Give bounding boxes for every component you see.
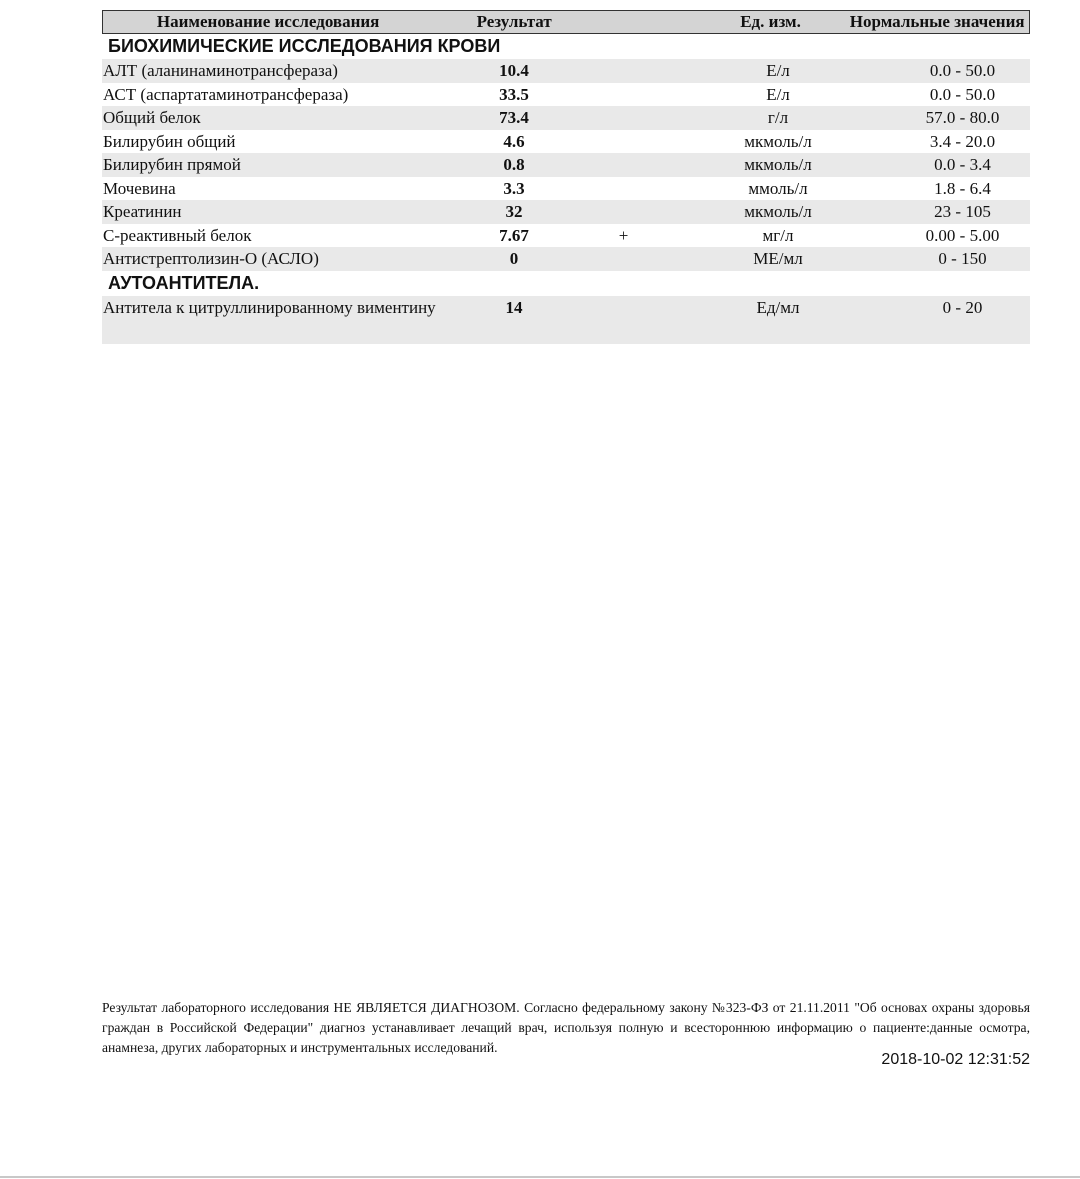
table-row	[102, 224, 1030, 248]
header-norm: Нормальные значения	[849, 12, 1025, 31]
table-row	[102, 59, 1030, 83]
test-unit: мг/л	[762, 225, 794, 245]
test-unit: Е/л	[766, 84, 790, 104]
test-unit: МЕ/мл	[753, 249, 803, 268]
test-unit: Е/л	[766, 61, 790, 80]
test-norm: 0.0 - 50.0	[929, 61, 996, 80]
test-norm: 0.0 - 3.4	[934, 155, 991, 174]
test-norm: 57.0 - 80.0	[925, 108, 1000, 127]
test-norm: 0.00 - 5.00	[925, 225, 1000, 245]
table-row	[102, 106, 1030, 130]
test-name: Общий белок	[103, 108, 201, 127]
table-row	[102, 130, 1030, 154]
test-unit: мкмоль/л	[744, 131, 812, 151]
test-unit: мкмоль/л	[744, 155, 812, 174]
header-name: Наименование исследования	[156, 12, 380, 31]
test-result: 73.4	[499, 108, 529, 127]
test-result: 4.6	[503, 131, 525, 151]
test-name: Антистрептолизин-О (АСЛО)	[103, 249, 319, 268]
test-norm: 1.8 - 6.4	[934, 178, 991, 198]
test-result: 7.67	[499, 225, 529, 245]
section-title: АУТОАНТИТЕЛА.	[102, 271, 1030, 296]
test-name: Билирубин прямой	[103, 155, 241, 174]
table-row	[102, 177, 1030, 201]
test-norm: 0 - 150	[938, 249, 987, 268]
test-name: Креатинин	[103, 202, 182, 221]
test-name: АСТ (аспартатаминотрансфераза)	[103, 84, 349, 104]
test-unit: г/л	[767, 108, 789, 127]
test-name: АЛТ (аланинаминотрансфераза)	[103, 61, 338, 80]
test-result: 0.8	[503, 155, 525, 174]
test-result: 0	[509, 249, 519, 268]
test-norm: 0 - 20	[942, 297, 983, 317]
test-name: Антитела к цитруллинированному виментину	[103, 297, 436, 317]
abnormal-flag: +	[618, 225, 629, 245]
table-row	[102, 200, 1030, 224]
results-table	[102, 10, 1030, 344]
test-unit: мкмоль/л	[744, 202, 812, 221]
test-unit: ммоль/л	[748, 178, 808, 198]
page-divider	[0, 1176, 1080, 1178]
header-unit: Ед. изм.	[740, 12, 801, 31]
disclaimer: Результат лабораторного исследования НЕ ЯВЛЯЕТСЯ ДИАГНОЗОМ. Согласно федеральному закону №323-ФЗ от 21.11.2011 "Об основах охраны здоровья граждан в Российской Федерации" диагноз устанавливает лечащий врач, используя полную и всестороннюю информацию о пациенте:данные осмотра, анамнеза, других лабораторных и инструментальных исследований.	[102, 1000, 1030, 1055]
test-norm: 23 - 105	[934, 202, 991, 221]
test-result: 14	[505, 297, 523, 317]
test-result: 33.5	[499, 84, 529, 104]
test-name: Мочевина	[103, 178, 176, 198]
test-result: 3.3	[503, 178, 525, 198]
table-row	[102, 296, 1030, 344]
table-header	[102, 10, 1030, 34]
timestamp: 2018-10-02 12:31:52	[881, 1051, 1030, 1068]
table-row	[102, 83, 1030, 107]
table-row	[102, 153, 1030, 177]
test-norm: 3.4 - 20.0	[929, 131, 996, 151]
test-name: С-реактивный белок	[103, 225, 252, 245]
test-unit: Ед/мл	[756, 297, 800, 317]
header-result: Результат	[476, 12, 552, 31]
test-norm: 0.0 - 50.0	[929, 84, 996, 104]
test-result: 10.4	[499, 61, 529, 80]
section-title: БИОХИМИЧЕСКИЕ ИССЛЕДОВАНИЯ КРОВИ	[102, 34, 1030, 59]
test-name: Билирубин общий	[103, 131, 236, 151]
test-result: 32	[505, 202, 523, 221]
table-row	[102, 247, 1030, 271]
